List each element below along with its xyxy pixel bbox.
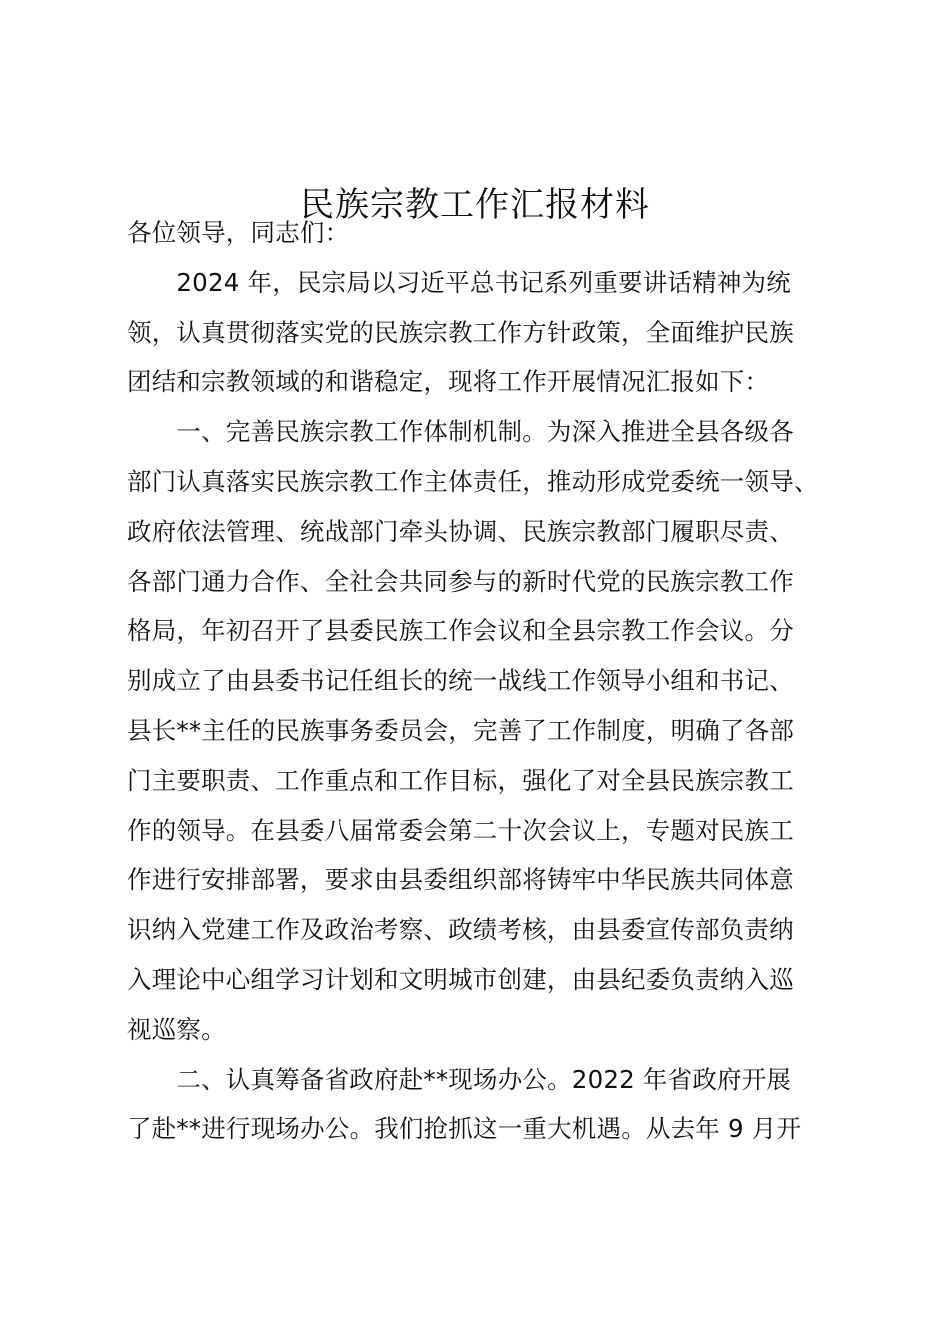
paragraph-line: 视巡察。 bbox=[127, 1014, 226, 1044]
paragraph-line: 一、完善民族宗教工作体制机制。为深入推进全县各级各 bbox=[127, 417, 794, 447]
paragraph-line: 入理论中心组学习计划和文明城市创建，由县纪委负责纳入巡 bbox=[127, 964, 794, 994]
paragraph-line: 作进行安排部署，要求由县委组织部将铸牢中华民族共同体意 bbox=[127, 865, 794, 895]
paragraph-line: 作的领导。在县委八届常委会第二十次会议上，专题对民族工 bbox=[127, 815, 794, 845]
paragraph-line: 门主要职责、工作重点和工作目标，强化了对全县民族宗教工 bbox=[127, 765, 794, 795]
paragraph-line: 各部门通力合作、全社会共同参与的新时代党的民族宗教工作 bbox=[127, 566, 794, 596]
paragraph-line: 了赴**进行现场办公。我们抢抓这一重大机遇。从去年 9 月开 bbox=[127, 1114, 802, 1144]
document-body bbox=[127, 208, 839, 1154]
paragraph-line: 别成立了由县委书记任组长的统一战线工作领导小组和书记、 bbox=[127, 666, 794, 696]
paragraph-line: 识纳入党建工作及政治考察、政绩考核，由县委宣传部负责纳 bbox=[127, 915, 794, 945]
document-title: 民族宗教工作汇报材料 bbox=[300, 185, 650, 225]
paragraph-line: 政府依法管理、统战部门牵头协调、民族宗教部门履职尽责、 bbox=[127, 516, 794, 546]
paragraph-line: 县长**主任的民族事务委员会，完善了工作制度，明确了各部 bbox=[127, 715, 795, 745]
paragraph-line: 部门认真落实民族宗教工作主体责任，推动形成党委统一领导、 bbox=[127, 466, 819, 496]
paragraph-line: 领，认真贯彻落实党的民族宗教工作方针政策，全面维护民族 bbox=[127, 317, 794, 347]
paragraph-line: 团结和宗教领域的和谐稳定，现将工作开展情况汇报如下： bbox=[127, 367, 770, 397]
paragraph-line: 格局，年初召开了县委民族工作会议和全县宗教工作会议。分 bbox=[127, 616, 794, 646]
paragraph-line: 二、认真筹备省政府赴**现场办公。2022 年省政府开展 bbox=[127, 1064, 792, 1094]
salutation-line: 各位领导，同志们： bbox=[127, 218, 350, 247]
paragraph-line: 2024 年，民宗局以习近平总书记系列重要讲话精神为统 bbox=[127, 267, 791, 297]
